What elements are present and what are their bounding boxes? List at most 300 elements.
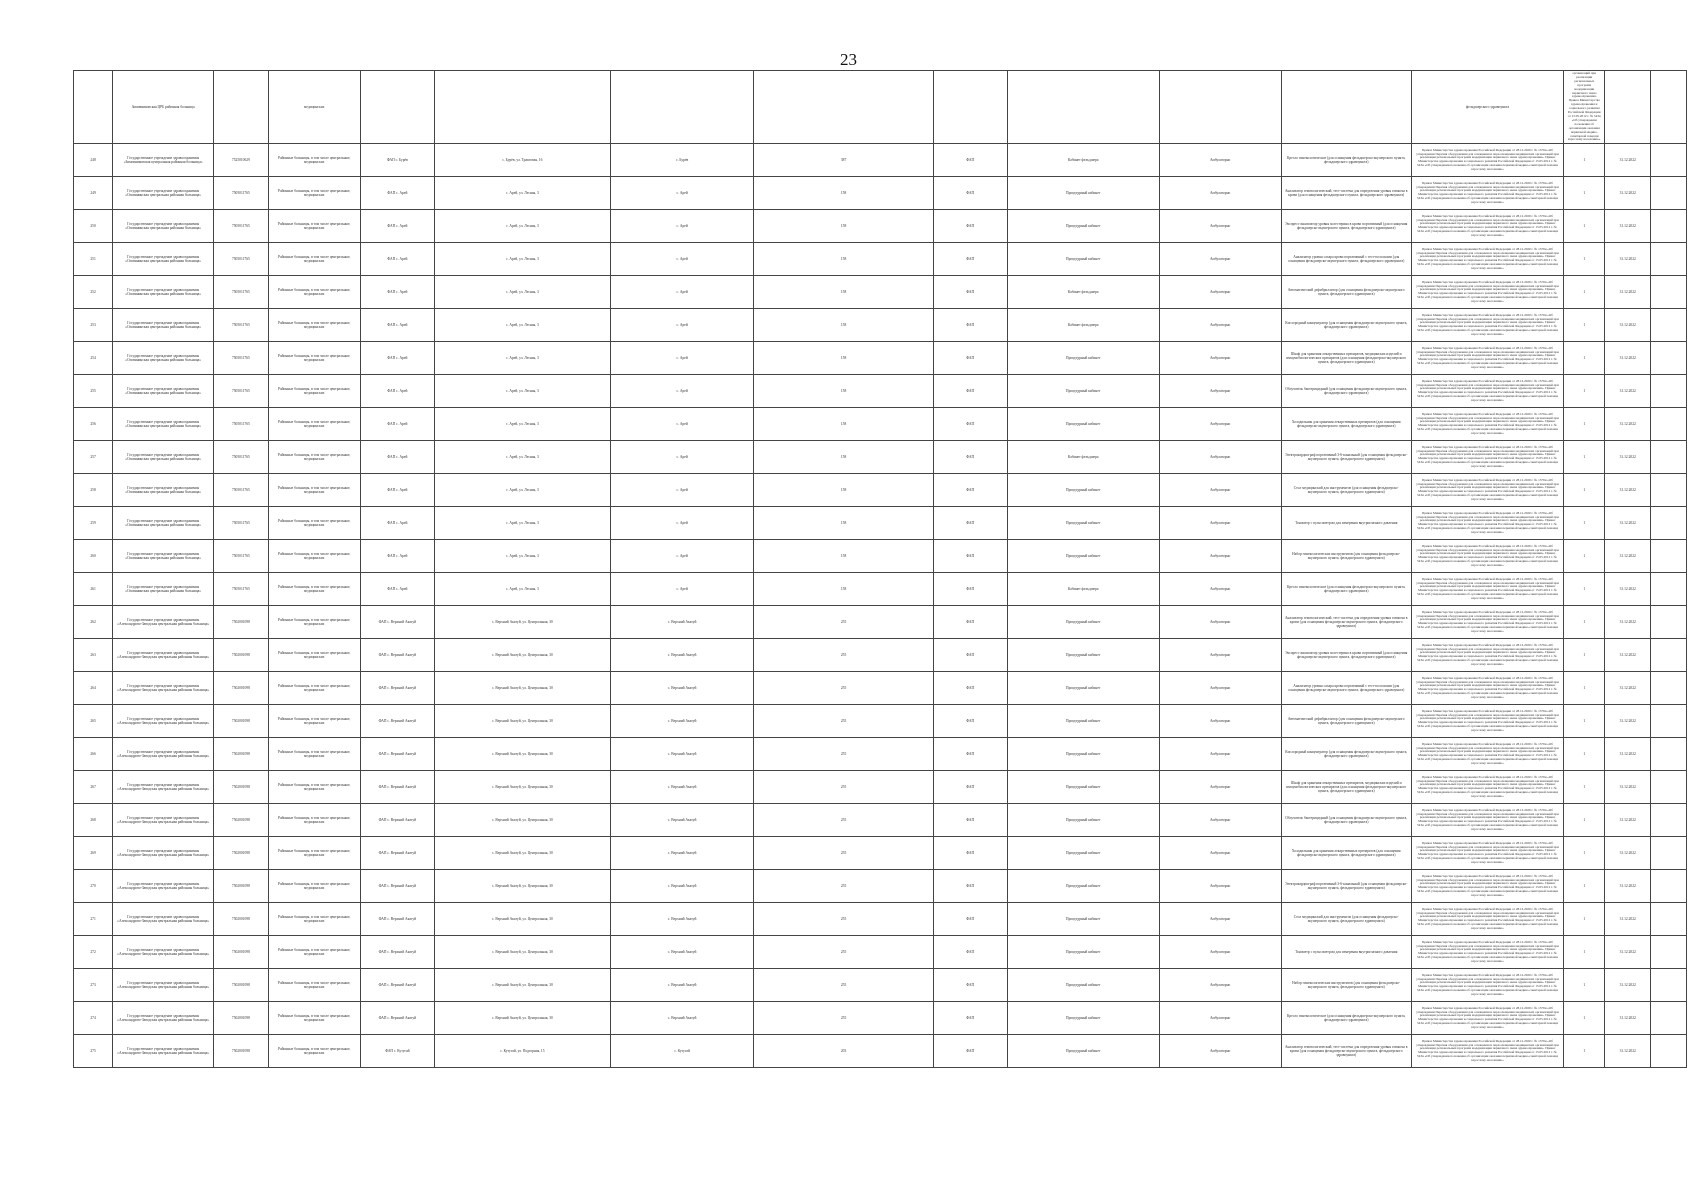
- cell-locality: с. Верхний Акатуй: [610, 606, 753, 639]
- cell-empty: [1651, 144, 1687, 177]
- cell-kind: ФАП: [933, 144, 1007, 177]
- cell-locality: с. Верхний Акатуй: [610, 738, 753, 771]
- cell-device: Шкаф для хранения лекарственных препаратов, медицинских изделий и иммунобиологических препаратов (для оснащения фельдшерско-акушерского пункта, фельдшерского здравпункта): [1281, 342, 1411, 375]
- cell-room: Процедурный кабинет: [1007, 639, 1159, 672]
- cell-note: Приказ Министерства здравоохранения Российской Федерации от 28.12.2020 г. № 1379н «Об утверждении Перечня оборудования для оснащения и переоснащения медицинских организаций при реализации региональных программ модернизации первичного звена здравоохранения». Приказ Министерства здравоохранения и социального развития Российской Федерации от 15.05.2012 г. № 543н «Об утверждении положения об организации оказания первичной медико-санитарной помощи взрослому населению»: [1411, 606, 1563, 639]
- table-row: [74, 738, 1687, 771]
- cell-device: Кресло гинекологическое (для оснащения фельдшерско-акушерского пункта, фельдшерского здравпункта): [1281, 144, 1411, 177]
- table-row: [74, 969, 1687, 1002]
- cell-address: с. Верхний Акатуй, ул. Центральная, 30: [434, 705, 610, 738]
- cell-room: Процедурный кабинет: [1007, 540, 1159, 573]
- cell-empty: [1651, 936, 1687, 969]
- cell-object: ФАП с. Верхний Акатуй: [360, 639, 434, 672]
- cell-date: 31.12.2022: [1605, 474, 1651, 507]
- cell-date: 31.12.2022: [1605, 342, 1651, 375]
- cell-object: ФАП с. Верхний Акатуй: [360, 837, 434, 870]
- cell-type: Районные больницы, в том числе центральные, медицинских: [268, 309, 360, 342]
- cell-quantity: 1: [1564, 375, 1605, 408]
- cell-object: ФАП с. Арей: [360, 177, 434, 210]
- cell-kind: ФАП: [933, 540, 1007, 573]
- cell-locality: с. Верхний Акатуй: [610, 1002, 753, 1035]
- cell-empty: [1651, 639, 1687, 672]
- cell-quantity: 1: [1564, 870, 1605, 903]
- cell-note: Приказ Министерства здравоохранения Российской Федерации от 28.12.2020 г. № 1379н «Об утверждении Перечня оборудования для оснащения и переоснащения медицинских организаций при реализации региональных программ модернизации первичного звена здравоохранения». Приказ Министерства здравоохранения и социального развития Российской Федерации от 15.05.2012 г. № 543н «Об утверждении положения об организации оказания первичной медико-санитарной помощи взрослому населению»: [1411, 441, 1563, 474]
- cell-address: с. Верхний Акатуй, ул. Центральная, 30: [434, 606, 610, 639]
- cell-number: 251: [74, 243, 113, 276]
- cell-condition: Амбулаторно: [1159, 243, 1281, 276]
- cell-room: Процедурный кабинет: [1007, 1002, 1159, 1035]
- cell-org: Государственное учреждение здравоохранения «Оловянинская центральная районная больница»: [113, 408, 214, 441]
- cell-empty: [1651, 969, 1687, 1002]
- cell-device: Анализатор гематологический, тест-система для определения уровня глюкозы в крови (для оснащения фельдшерско-акушерского пункта, фельдшерского здравпункта): [1281, 1035, 1411, 1068]
- table-row: [74, 408, 1687, 441]
- cell-locality: с. Верхний Акатуй: [610, 672, 753, 705]
- cell-room: Процедурный кабинет: [1007, 606, 1159, 639]
- cell-device: Автоматический дефибриллятор (для оснащения фельдшерско-акушерского пункта, фельдшерского здравпункта): [1281, 705, 1411, 738]
- cell-date: 31.12.2022: [1605, 309, 1651, 342]
- cell-device: Набор гинекологических инструментов (для оснащения фельдшерско-акушерского пункта, фельдшерского здравпункта): [1281, 969, 1411, 1002]
- cell-address: с. Арей, ул. Лесная, 3: [434, 573, 610, 606]
- cell-quantity: 1: [1564, 342, 1605, 375]
- cell-condition: Амбулаторно: [1159, 606, 1281, 639]
- cell-date: 31.12.2022: [1605, 276, 1651, 309]
- cell-kind: ФАП: [933, 870, 1007, 903]
- table-row-continuation: [74, 71, 1687, 144]
- cell-date: 31.12.2022: [1605, 540, 1651, 573]
- cell-number: 255: [74, 375, 113, 408]
- cell-room: Процедурный кабинет: [1007, 177, 1159, 210]
- cell-quantity: 1: [1564, 276, 1605, 309]
- cell-empty: [1651, 870, 1687, 903]
- cell-type: Районные больницы, в том числе центральные, медицинских: [268, 804, 360, 837]
- cell-population: 255: [754, 672, 933, 705]
- cell-type: Районные больницы, в том числе центральные, медицинских: [268, 474, 360, 507]
- cell-condition: Амбулаторно: [1159, 837, 1281, 870]
- cell-room: Кабинет фельдшера: [1007, 276, 1159, 309]
- cell-population: 255: [754, 804, 933, 837]
- cell-address: с. Арей, ул. Лесная, 3: [434, 441, 610, 474]
- cell-number: 275: [74, 1035, 113, 1068]
- cell-code: 7505011765: [214, 210, 268, 243]
- cell-quantity: 1: [1564, 837, 1605, 870]
- cell-quantity: 1: [1564, 507, 1605, 540]
- cell-device: Набор гинекологических инструментов (для оснащения фельдшерско-акушерского пункта, фельдшерского здравпункта): [1281, 540, 1411, 573]
- cell-room: Процедурный кабинет: [1007, 243, 1159, 276]
- cell-empty: [1651, 738, 1687, 771]
- cell-device: Анализатор гематологический, тест-система для определения уровня глюкозы в крови (для оснащения фельдшерского пункта, фельдшерского здравпункта): [1281, 177, 1411, 210]
- cell-note: Приказ Министерства здравоохранения Российской Федерации от 28.12.2020 г. № 1379н «Об утверждении Перечня оборудования для оснащения и переоснащения медицинских организаций при реализации региональных программ модернизации первичного звена здравоохранения». Приказ Министерства здравоохранения и социального развития Российской Федерации от 15.05.2012 г. № 543н «Об утверждении положения об организации оказания первичной медико-санитарной помощи взрослому населению»: [1411, 342, 1563, 375]
- cell-condition: Амбулаторно: [1159, 672, 1281, 705]
- cell-room: Процедурный кабинет: [1007, 375, 1159, 408]
- cell-note: Приказ Министерства здравоохранения Российской Федерации от 28.12.2020 г. № 1379н «Об утверждении Перечня оборудования для оснащения и переоснащения медицинских организаций при реализации региональных программ модернизации первичного звена здравоохранения». Приказ Министерства здравоохранения и социального развития Российской Федерации от 15.05.2012 г. № 543н «Об утверждении положения об организации оказания первичной медико-санитарной помощи взрослому населению»: [1411, 870, 1563, 903]
- cell-population: 255: [754, 903, 933, 936]
- cell-type: Районные больницы, в том числе центральные, медицинских: [268, 540, 360, 573]
- cell-quantity: 1: [1564, 441, 1605, 474]
- table-row: [74, 606, 1687, 639]
- cell-number: 261: [74, 573, 113, 606]
- cell-code: 7505011765: [214, 408, 268, 441]
- cell-code: 7502001098: [214, 771, 268, 804]
- cell-device: Автоматический дефибриллятор (для оснащения фельдшерско-акушерского пункта, фельдшерского здравпункта): [1281, 276, 1411, 309]
- cell-number: 273: [74, 969, 113, 1002]
- cell-org: Государственное учреждение здравоохранения «Александрово-Заводская центральная районная больница»: [113, 705, 214, 738]
- cell-condition: Амбулаторно: [1159, 210, 1281, 243]
- cell-population: 255: [754, 1002, 933, 1035]
- cell-device: Шкаф для хранения лекарственных препаратов, медицинских изделий и иммунобиологических препаратов (для оснащения фельдшерско-акушерского пункта, фельдшерского здравпункта): [1281, 771, 1411, 804]
- cell-object: ФАП с. Арей: [360, 309, 434, 342]
- cell-room: Процедурный кабинет: [1007, 705, 1159, 738]
- cell-date: 31.12.2022: [1605, 507, 1651, 540]
- cell-note: Приказ Министерства здравоохранения Российской Федерации от 28.12.2020 г. № 1379н «Об утверждении Перечня оборудования для оснащения и переоснащения медицинских организаций при реализации региональных программ модернизации первичного звена здравоохранения». Приказ Министерства здравоохранения и социального развития Российской Федерации от 15.05.2012 г. № 543н «Об утверждении положения об организации оказания первичной медико-санитарной помощи взрослому населению»: [1411, 309, 1563, 342]
- cell-address: с. Кутугай, ул. Подгорная, 15: [434, 1035, 610, 1068]
- cell-kind: ФАП: [933, 969, 1007, 1002]
- cell-device: Анализатор уровня сахара крови портативный с тест-полосками (для оснащения фельдшерско-акушерского пункта, фельдшерского здравпункта): [1281, 243, 1411, 276]
- cell-type: Районные больницы, в том числе центральные, медицинских: [268, 1002, 360, 1035]
- table-row: [74, 1035, 1687, 1068]
- cell-population: 255: [754, 639, 933, 672]
- cell-note: Приказ Министерства здравоохранения Российской Федерации от 28.12.2020 г. № 1379н «Об утверждении Перечня оборудования для оснащения и переоснащения медицинских организаций при реализации региональных программ модернизации первичного звена здравоохранения». Приказ Министерства здравоохранения и социального развития Российской Федерации от 15.05.2012 г. № 543н «Об утверждении положения об организации оказания первичной медико-санитарной помощи взрослому населению»: [1411, 1002, 1563, 1035]
- cell-note: Приказ Министерства здравоохранения Российской Федерации от 28.12.2020 г. № 1379н «Об утверждении Перечня оборудования для оснащения и переоснащения медицинских организаций при реализации региональных программ модернизации первичного звена здравоохранения». Приказ Министерства здравоохранения и социального развития Российской Федерации от 15.05.2012 г. № 543н «Об утверждении положения об организации оказания первичной медико-санитарной помощи взрослому населению»: [1411, 144, 1563, 177]
- table-row: [74, 441, 1687, 474]
- cell-object: ФАП с. Верхний Акатуй: [360, 606, 434, 639]
- cell-number: 272: [74, 936, 113, 969]
- cell-device: Кресло гинекологическое (для оснащения фельдшерско-акушерского пункта, фельдшерского здравпункта): [1281, 573, 1411, 606]
- cell-kind: ФАП: [933, 1002, 1007, 1035]
- cell-code: 7505011765: [214, 342, 268, 375]
- cell-note: Приказ Министерства здравоохранения Российской Федерации от 28.12.2020 г. № 1379н «Об утверждении Перечня оборудования для оснащения и переоснащения медицинских организаций при реализации региональных программ модернизации первичного звена здравоохранения». Приказ Министерства здравоохранения и социального развития Российской Федерации от 15.05.2012 г. № 543н «Об утверждении положения об организации оказания первичной медико-санитарной помощи взрослому населению»: [1411, 243, 1563, 276]
- cell-room: Процедурный кабинет: [1007, 738, 1159, 771]
- cell-device: Экспресс-анализатор уровня холестерина в крови портативный (для оснащения фельдшерско-акушерского пункта, фельдшерского здравпункта): [1281, 210, 1411, 243]
- cell-type: Районные больницы, в том числе центральные, медицинских: [268, 375, 360, 408]
- cell-locality: с. Арей: [610, 573, 753, 606]
- cell-date: 31.12.2022: [1605, 177, 1651, 210]
- cell-kind: ФАП: [933, 639, 1007, 672]
- cell-locality: с. Верхний Акатуй: [610, 771, 753, 804]
- cell-condition: Амбулаторно: [1159, 804, 1281, 837]
- cell-number: 274: [74, 1002, 113, 1035]
- cell-address: с. Верхний Акатуй, ул. Центральная, 30: [434, 1002, 610, 1035]
- cell-note: Приказ Министерства здравоохранения Российской Федерации от 28.12.2020 г. № 1379н «Об утверждении Перечня оборудования для оснащения и переоснащения медицинских организаций при реализации региональных программ модернизации первичного звена здравоохранения». Приказ Министерства здравоохранения и социального развития Российской Федерации от 15.05.2012 г. № 543н «Об утверждении положения об организации оказания первичной медико-санитарной помощи взрослому населению»: [1411, 804, 1563, 837]
- cell-population: 158: [754, 540, 933, 573]
- cell-population: 255: [754, 771, 933, 804]
- cell-address: с. Арей, ул. Лесная, 3: [434, 507, 610, 540]
- cell-locality: с. Верхний Акатуй: [610, 705, 753, 738]
- cell-kind: ФАП: [933, 474, 1007, 507]
- cell-room: Процедурный кабинет: [1007, 342, 1159, 375]
- cell-room: Процедурный кабинет: [1007, 507, 1159, 540]
- cell-room: Процедурный кабинет: [1007, 672, 1159, 705]
- cell-population: 158: [754, 276, 933, 309]
- cell-condition: Амбулаторно: [1159, 1035, 1281, 1068]
- table-row: [74, 903, 1687, 936]
- cell-number: 267: [74, 771, 113, 804]
- cell-condition: Амбулаторно: [1159, 375, 1281, 408]
- cell-note: организаций при реализации региональных программ модернизации первичного звена здравоохранения. Приказ Министерства здравоохранения и социального развития Российской Федерации от 15.05.2012 г. № 543н «Об утверждении положения об организации оказания первичной медико-санитарной помощи взрослому населению»: [1564, 71, 1605, 144]
- cell-date: 31.12.2022: [1605, 804, 1651, 837]
- cell-date: 31.12.2022: [1605, 441, 1651, 474]
- cell-address: с. Бурёв, ул. Трактовая, 16: [434, 144, 610, 177]
- cell-org: Государственное учреждение здравоохранения «Оловянинская центральная районная больница»: [113, 177, 214, 210]
- cell-locality: с. Верхний Акатуй: [610, 903, 753, 936]
- cell-number: 263: [74, 639, 113, 672]
- cell-kind: ФАП: [933, 936, 1007, 969]
- cell-kind: ФАП: [933, 672, 1007, 705]
- cell-address: с. Верхний Акатуй, ул. Центральная, 30: [434, 738, 610, 771]
- cell-number: 264: [74, 672, 113, 705]
- cell-locality: с. Арей: [610, 177, 753, 210]
- cell-number: 259: [74, 507, 113, 540]
- cell-population: 255: [754, 936, 933, 969]
- cell-date: 31.12.2022: [1605, 144, 1651, 177]
- cell-room: Процедурный кабинет: [1007, 474, 1159, 507]
- cell-kind: ФАП: [933, 375, 1007, 408]
- cell-number: 262: [74, 606, 113, 639]
- cell-kind: ФАП: [933, 342, 1007, 375]
- cell-empty: [1651, 309, 1687, 342]
- table-row: [74, 474, 1687, 507]
- cell-room: Процедурный кабинет: [1007, 408, 1159, 441]
- cell-object: ФАП с. Верхний Акатуй: [360, 771, 434, 804]
- cell-quantity: 1: [1564, 210, 1605, 243]
- cell-number: 253: [74, 309, 113, 342]
- cell-address: с. Верхний Акатуй, ул. Центральная, 30: [434, 837, 610, 870]
- cell-locality: с. Бурёв: [610, 144, 753, 177]
- cell-device: Холодильник для хранения лекарственных препаратов (для оснащения фельдшерско-акушерского пункта, фельдшерского здравпункта): [1281, 408, 1411, 441]
- cell-condition: Амбулаторно: [1159, 441, 1281, 474]
- cell-empty: [1651, 441, 1687, 474]
- cell-code: 7505011765: [214, 507, 268, 540]
- table-row: [74, 210, 1687, 243]
- cell-note: Приказ Министерства здравоохранения Российской Федерации от 28.12.2020 г. № 1379н «Об утверждении Перечня оборудования для оснащения и переоснащения медицинских организаций при реализации региональных программ модернизации первичного звена здравоохранения». Приказ Министерства здравоохранения и социального развития Российской Федерации от 15.05.2012 г. № 543н «Об утверждении положения об организации оказания первичной медико-санитарной помощи взрослому населению»: [1411, 771, 1563, 804]
- cell-locality: с. Верхний Акатуй: [610, 639, 753, 672]
- cell-room: Кабинет фельдшера: [1007, 309, 1159, 342]
- cell-empty: [1651, 474, 1687, 507]
- cell-number: 256: [74, 408, 113, 441]
- cell-room: Процедурный кабинет: [1007, 837, 1159, 870]
- cell-quantity: 1: [1564, 1002, 1605, 1035]
- cell-number: 252: [74, 276, 113, 309]
- cell-empty: [1651, 606, 1687, 639]
- cell-object: ФАП с. Верхний Акатуй: [360, 870, 434, 903]
- cell-code: 7502001098: [214, 705, 268, 738]
- cell-type: Районные больницы, в том числе центральные, медицинских: [268, 639, 360, 672]
- cell-empty: [1651, 804, 1687, 837]
- cell-condition: Амбулаторно: [1159, 639, 1281, 672]
- cell-number: 270: [74, 870, 113, 903]
- cell-code: 7505011765: [214, 375, 268, 408]
- cell-type: Районные больницы, в том числе центральные, медицинских: [268, 342, 360, 375]
- cell-note: Приказ Министерства здравоохранения Российской Федерации от 28.12.2020 г. № 1379н «Об утверждении Перечня оборудования для оснащения и переоснащения медицинских организаций при реализации региональных программ модернизации первичного звена здравоохранения». Приказ Министерства здравоохранения и социального развития Российской Федерации от 15.05.2012 г. № 543н «Об утверждении положения об организации оказания первичной медико-санитарной помощи взрослому населению»: [1411, 969, 1563, 1002]
- cell-device: Кислородный концентратор (для оснащения фельдшерско-акушерского пункта, фельдшерского здравпункта): [1281, 309, 1411, 342]
- cell-note: Приказ Министерства здравоохранения Российской Федерации от 28.12.2020 г. № 1379н «Об утверждении Перечня оборудования для оснащения и переоснащения медицинских организаций при реализации региональных программ модернизации первичного звена здравоохранения». Приказ Министерства здравоохранения и социального развития Российской Федерации от 15.05.2012 г. № 543н «Об утверждении положения об организации оказания первичной медико-санитарной помощи взрослому населению»: [1411, 738, 1563, 771]
- cell-type: Районные больницы, в том числе центральные, медицинских: [268, 177, 360, 210]
- cell-org: Государственное учреждение здравоохранения «Оловянинская центральная районная больница»: [113, 276, 214, 309]
- cell-condition: Амбулаторно: [1159, 144, 1281, 177]
- cell-kind: ФАП: [933, 177, 1007, 210]
- cell-date: 31.12.2022: [1605, 672, 1651, 705]
- table-row: [74, 804, 1687, 837]
- cell-number: 258: [74, 474, 113, 507]
- cell-note: Приказ Министерства здравоохранения Российской Федерации от 28.12.2020 г. № 1379н «Об утверждении Перечня оборудования для оснащения и переоснащения медицинских организаций при реализации региональных программ модернизации первичного звена здравоохранения». Приказ Министерства здравоохранения и социального развития Российской Федерации от 15.05.2012 г. № 543н «Об утверждении положения об организации оказания первичной медико-санитарной помощи взрослому населению»: [1411, 936, 1563, 969]
- cell-empty: [1651, 177, 1687, 210]
- cell-locality: с. Верхний Акатуй: [610, 804, 753, 837]
- table-row: [74, 936, 1687, 969]
- cell-org: Государственное учреждение здравоохранения «Оловянинская центральная районная больница»: [113, 309, 214, 342]
- cell-address: с. Арей, ул. Лесная, 3: [434, 309, 610, 342]
- cell-number: 250: [74, 210, 113, 243]
- cell-object: ФАП с. Верхний Акатуй: [360, 936, 434, 969]
- cell-object: ФАП с. Арей: [360, 507, 434, 540]
- cell-condition: Амбулаторно: [1159, 540, 1281, 573]
- cell-date: 31.12.2022: [1605, 870, 1651, 903]
- table-row: [74, 771, 1687, 804]
- cell-org: Государственное учреждение здравоохранения «Оловянинская центральная районная больница»: [113, 573, 214, 606]
- cell-date: 31.12.2022: [1605, 375, 1651, 408]
- cell-type: Районные больницы, в том числе центральные, медицинских: [268, 738, 360, 771]
- cell-object: ФАП с. Арей: [360, 408, 434, 441]
- cell-condition: Амбулаторно: [1159, 936, 1281, 969]
- cell-org: Государственное учреждение здравоохранения «Александрово-Заводская центральная районная больница»: [113, 1035, 214, 1068]
- cell-org: Государственное учреждение здравоохранения «Александрово-Заводская центральная районная больница»: [113, 870, 214, 903]
- cell-room: Процедурный кабинет: [1007, 771, 1159, 804]
- cell-note: Приказ Министерства здравоохранения Российской Федерации от 28.12.2020 г. № 1379н «Об утверждении Перечня оборудования для оснащения и переоснащения медицинских организаций при реализации региональных программ модернизации первичного звена здравоохранения». Приказ Министерства здравоохранения и социального развития Российской Федерации от 15.05.2012 г. № 543н «Об утверждении положения об организации оказания первичной медико-санитарной помощи взрослому населению»: [1411, 408, 1563, 441]
- cell-address: с. Верхний Акатуй, ул. Центральная, 30: [434, 903, 610, 936]
- cell-code: 7502001098: [214, 969, 268, 1002]
- cell-kind: ФАП: [933, 1035, 1007, 1068]
- cell-code: 7505011765: [214, 243, 268, 276]
- cell-kind: ФАП: [933, 573, 1007, 606]
- cell-locality: с. Верхний Акатуй: [610, 936, 753, 969]
- cell-org: Государственное учреждение здравоохранения «Зимовниковская центральная районная больница»: [113, 144, 214, 177]
- cell-population: 255: [754, 705, 933, 738]
- cell-org: Государственное учреждение здравоохранения «Александрово-Заводская центральная районная больница»: [113, 804, 214, 837]
- cell-object: ФАП с. Верхний Акатуй: [360, 705, 434, 738]
- cell-org: Государственное учреждение здравоохранения «Оловянинская центральная районная больница»: [113, 243, 214, 276]
- cell-empty: [1651, 210, 1687, 243]
- cell-quantity: 1: [1564, 606, 1605, 639]
- cell-object: ФАП с. Арей: [360, 276, 434, 309]
- cell-code: 7502001098: [214, 738, 268, 771]
- cell-locality: с. Арей: [610, 408, 753, 441]
- cell-address: с. Арей, ул. Лесная, 3: [434, 210, 610, 243]
- cell-number: 248: [74, 144, 113, 177]
- cell-population: 158: [754, 210, 933, 243]
- cell-org: Государственное учреждение здравоохранения «Оловянинская центральная районная больница»: [113, 507, 214, 540]
- cell-date: 31.12.2022: [1605, 639, 1651, 672]
- cell-kind: ФАП: [933, 771, 1007, 804]
- cell-code: 7525010629: [214, 144, 268, 177]
- cell-population: 255: [754, 837, 933, 870]
- cell-address: с. Арей, ул. Лесная, 3: [434, 540, 610, 573]
- cell-object: ФАП с. Арей: [360, 573, 434, 606]
- cell-quantity: 1: [1564, 1035, 1605, 1068]
- cell-org: Государственное учреждение здравоохранения «Александрово-Заводская центральная районная больница»: [113, 606, 214, 639]
- cell-object: ФАП с. Бурёв: [360, 144, 434, 177]
- cell-address: с. Верхний Акатуй, ул. Центральная, 30: [434, 672, 610, 705]
- cell-object: ФАП с. Арей: [360, 210, 434, 243]
- cell-note: Приказ Министерства здравоохранения Российской Федерации от 28.12.2020 г. № 1379н «Об утверждении Перечня оборудования для оснащения и переоснащения медицинских организаций при реализации региональных программ модернизации первичного звена здравоохранения». Приказ Министерства здравоохранения и социального развития Российской Федерации от 15.05.2012 г. № 543н «Об утверждении положения об организации оказания первичной медико-санитарной помощи взрослому населению»: [1411, 705, 1563, 738]
- cell-condition: Амбулаторно: [1159, 738, 1281, 771]
- cell-object: ФАП с. Арей: [360, 441, 434, 474]
- cell-condition: Амбулаторно: [1159, 276, 1281, 309]
- cell-empty: [1651, 1035, 1687, 1068]
- cell-population: 158: [754, 573, 933, 606]
- cell-note: Приказ Министерства здравоохранения Российской Федерации от 28.12.2020 г. № 1379н «Об утверждении Перечня оборудования для оснащения и переоснащения медицинских организаций при реализации региональных программ модернизации первичного звена здравоохранения». Приказ Министерства здравоохранения и социального развития Российской Федерации от 15.05.2012 г. № 543н «Об утверждении положения об организации оказания первичной медико-санитарной помощи взрослому населению»: [1411, 903, 1563, 936]
- cell-address: с. Арей, ул. Лесная, 3: [434, 276, 610, 309]
- cell-population: 158: [754, 342, 933, 375]
- cell-object: ФАП с. Верхний Акатуй: [360, 903, 434, 936]
- cell-quantity: 1: [1564, 309, 1605, 342]
- cell-org: Государственное учреждение здравоохранения «Оловянинская центральная районная больница»: [113, 342, 214, 375]
- cell-type: Районные больницы, в том числе центральные, медицинских: [268, 705, 360, 738]
- cell-empty: [1651, 672, 1687, 705]
- table-row: [74, 705, 1687, 738]
- cell-object: ФАП с. Арей: [360, 375, 434, 408]
- cell-date: 31.12.2022: [1605, 1002, 1651, 1035]
- cell-room: Процедурный кабинет: [1007, 1035, 1159, 1068]
- cell-org: Государственное учреждение здравоохранения «Оловянинская центральная районная больница»: [113, 540, 214, 573]
- cell-object: ФАП с. Верхний Акатуй: [360, 738, 434, 771]
- cell-date: 31.12.2022: [1605, 837, 1651, 870]
- cell-room: Процедурный кабинет: [1007, 804, 1159, 837]
- cell-org: Государственное учреждение здравоохранения «Александрово-Заводская центральная районная больница»: [113, 738, 214, 771]
- cell-org: Государственное учреждение здравоохранения «Александрово-Заводская центральная районная больница»: [113, 1002, 214, 1035]
- cell-room: Процедурный кабинет: [1007, 936, 1159, 969]
- cell-condition: Амбулаторно: [1159, 507, 1281, 540]
- cell-kind: ФАП: [933, 705, 1007, 738]
- cell-empty: [1651, 507, 1687, 540]
- cell-code: 7505011765: [214, 276, 268, 309]
- table-row: [74, 837, 1687, 870]
- cell-date: 31.12.2022: [1605, 606, 1651, 639]
- cell-address: с. Верхний Акатуй, ул. Центральная, 30: [434, 936, 610, 969]
- cell-kind: ФАП: [933, 243, 1007, 276]
- cell-condition: Амбулаторно: [1159, 177, 1281, 210]
- cell-number: 268: [74, 804, 113, 837]
- page-number: 23: [840, 50, 857, 69]
- cell-type: Районные больницы, в том числе центральные, медицинских: [268, 210, 360, 243]
- cell-condition: Амбулаторно: [1159, 705, 1281, 738]
- cell-condition: Амбулаторно: [1159, 771, 1281, 804]
- cell-date: 31.12.2022: [1605, 573, 1651, 606]
- cell-kind: ФАП: [933, 276, 1007, 309]
- cell-org: Государственное учреждение здравоохранения «Оловянинская центральная районная больница»: [113, 375, 214, 408]
- cell-org: Государственное учреждение здравоохранения «Александрово-Заводская центральная районная больница»: [113, 903, 214, 936]
- cell-code: 7505011765: [214, 309, 268, 342]
- equipment-table: [73, 70, 1687, 1068]
- cell-locality: с. Верхний Акатуй: [610, 837, 753, 870]
- cell-condition: Амбулаторно: [1159, 969, 1281, 1002]
- cell-date: 31.12.2022: [1605, 408, 1651, 441]
- cell-date: 31.12.2022: [1605, 903, 1651, 936]
- cell-device: Кресло гинекологическое (для оснащения фельдшерско-акушерского пункта, фельдшерского здравпункта): [1281, 1002, 1411, 1035]
- cell-room: Кабинет фельдшера: [1007, 573, 1159, 606]
- cell-kind: ФАП: [933, 837, 1007, 870]
- cell-empty: [1651, 837, 1687, 870]
- table-row: [74, 342, 1687, 375]
- cell-address: с. Верхний Акатуй, ул. Центральная, 30: [434, 639, 610, 672]
- cell-locality: с. Арей: [610, 210, 753, 243]
- cell-type: Районные больницы, в том числе центральные, медицинских: [268, 441, 360, 474]
- cell-locality: с. Арей: [610, 474, 753, 507]
- cell-code: 7502001098: [214, 672, 268, 705]
- cell-number: 265: [74, 705, 113, 738]
- cell-org: Государственное учреждение здравоохранения «Оловянинская центральная районная больница»: [113, 210, 214, 243]
- cell-empty: [1651, 1002, 1687, 1035]
- cell-note: Приказ Министерства здравоохранения Российской Федерации от 28.12.2020 г. № 1379н «Об утверждении Перечня оборудования для оснащения и переоснащения медицинских организаций при реализации региональных программ модернизации первичного звена здравоохранения». Приказ Министерства здравоохранения и социального развития Российской Федерации от 15.05.2012 г. № 543н «Об утверждении положения об организации оказания первичной медико-санитарной помощи взрослому населению»: [1411, 672, 1563, 705]
- cell-code: 7502001098: [214, 903, 268, 936]
- cell-note: Приказ Министерства здравоохранения Российской Федерации от 28.12.2020 г. № 1379н «Об утверждении Перечня оборудования для оснащения и переоснащения медицинских организаций при реализации региональных программ модернизации первичного звена здравоохранения». Приказ Министерства здравоохранения и социального развития Российской Федерации от 15.05.2012 г. № 543н «Об утверждении положения об организации оказания первичной медико-санитарной помощи взрослому населению»: [1411, 540, 1563, 573]
